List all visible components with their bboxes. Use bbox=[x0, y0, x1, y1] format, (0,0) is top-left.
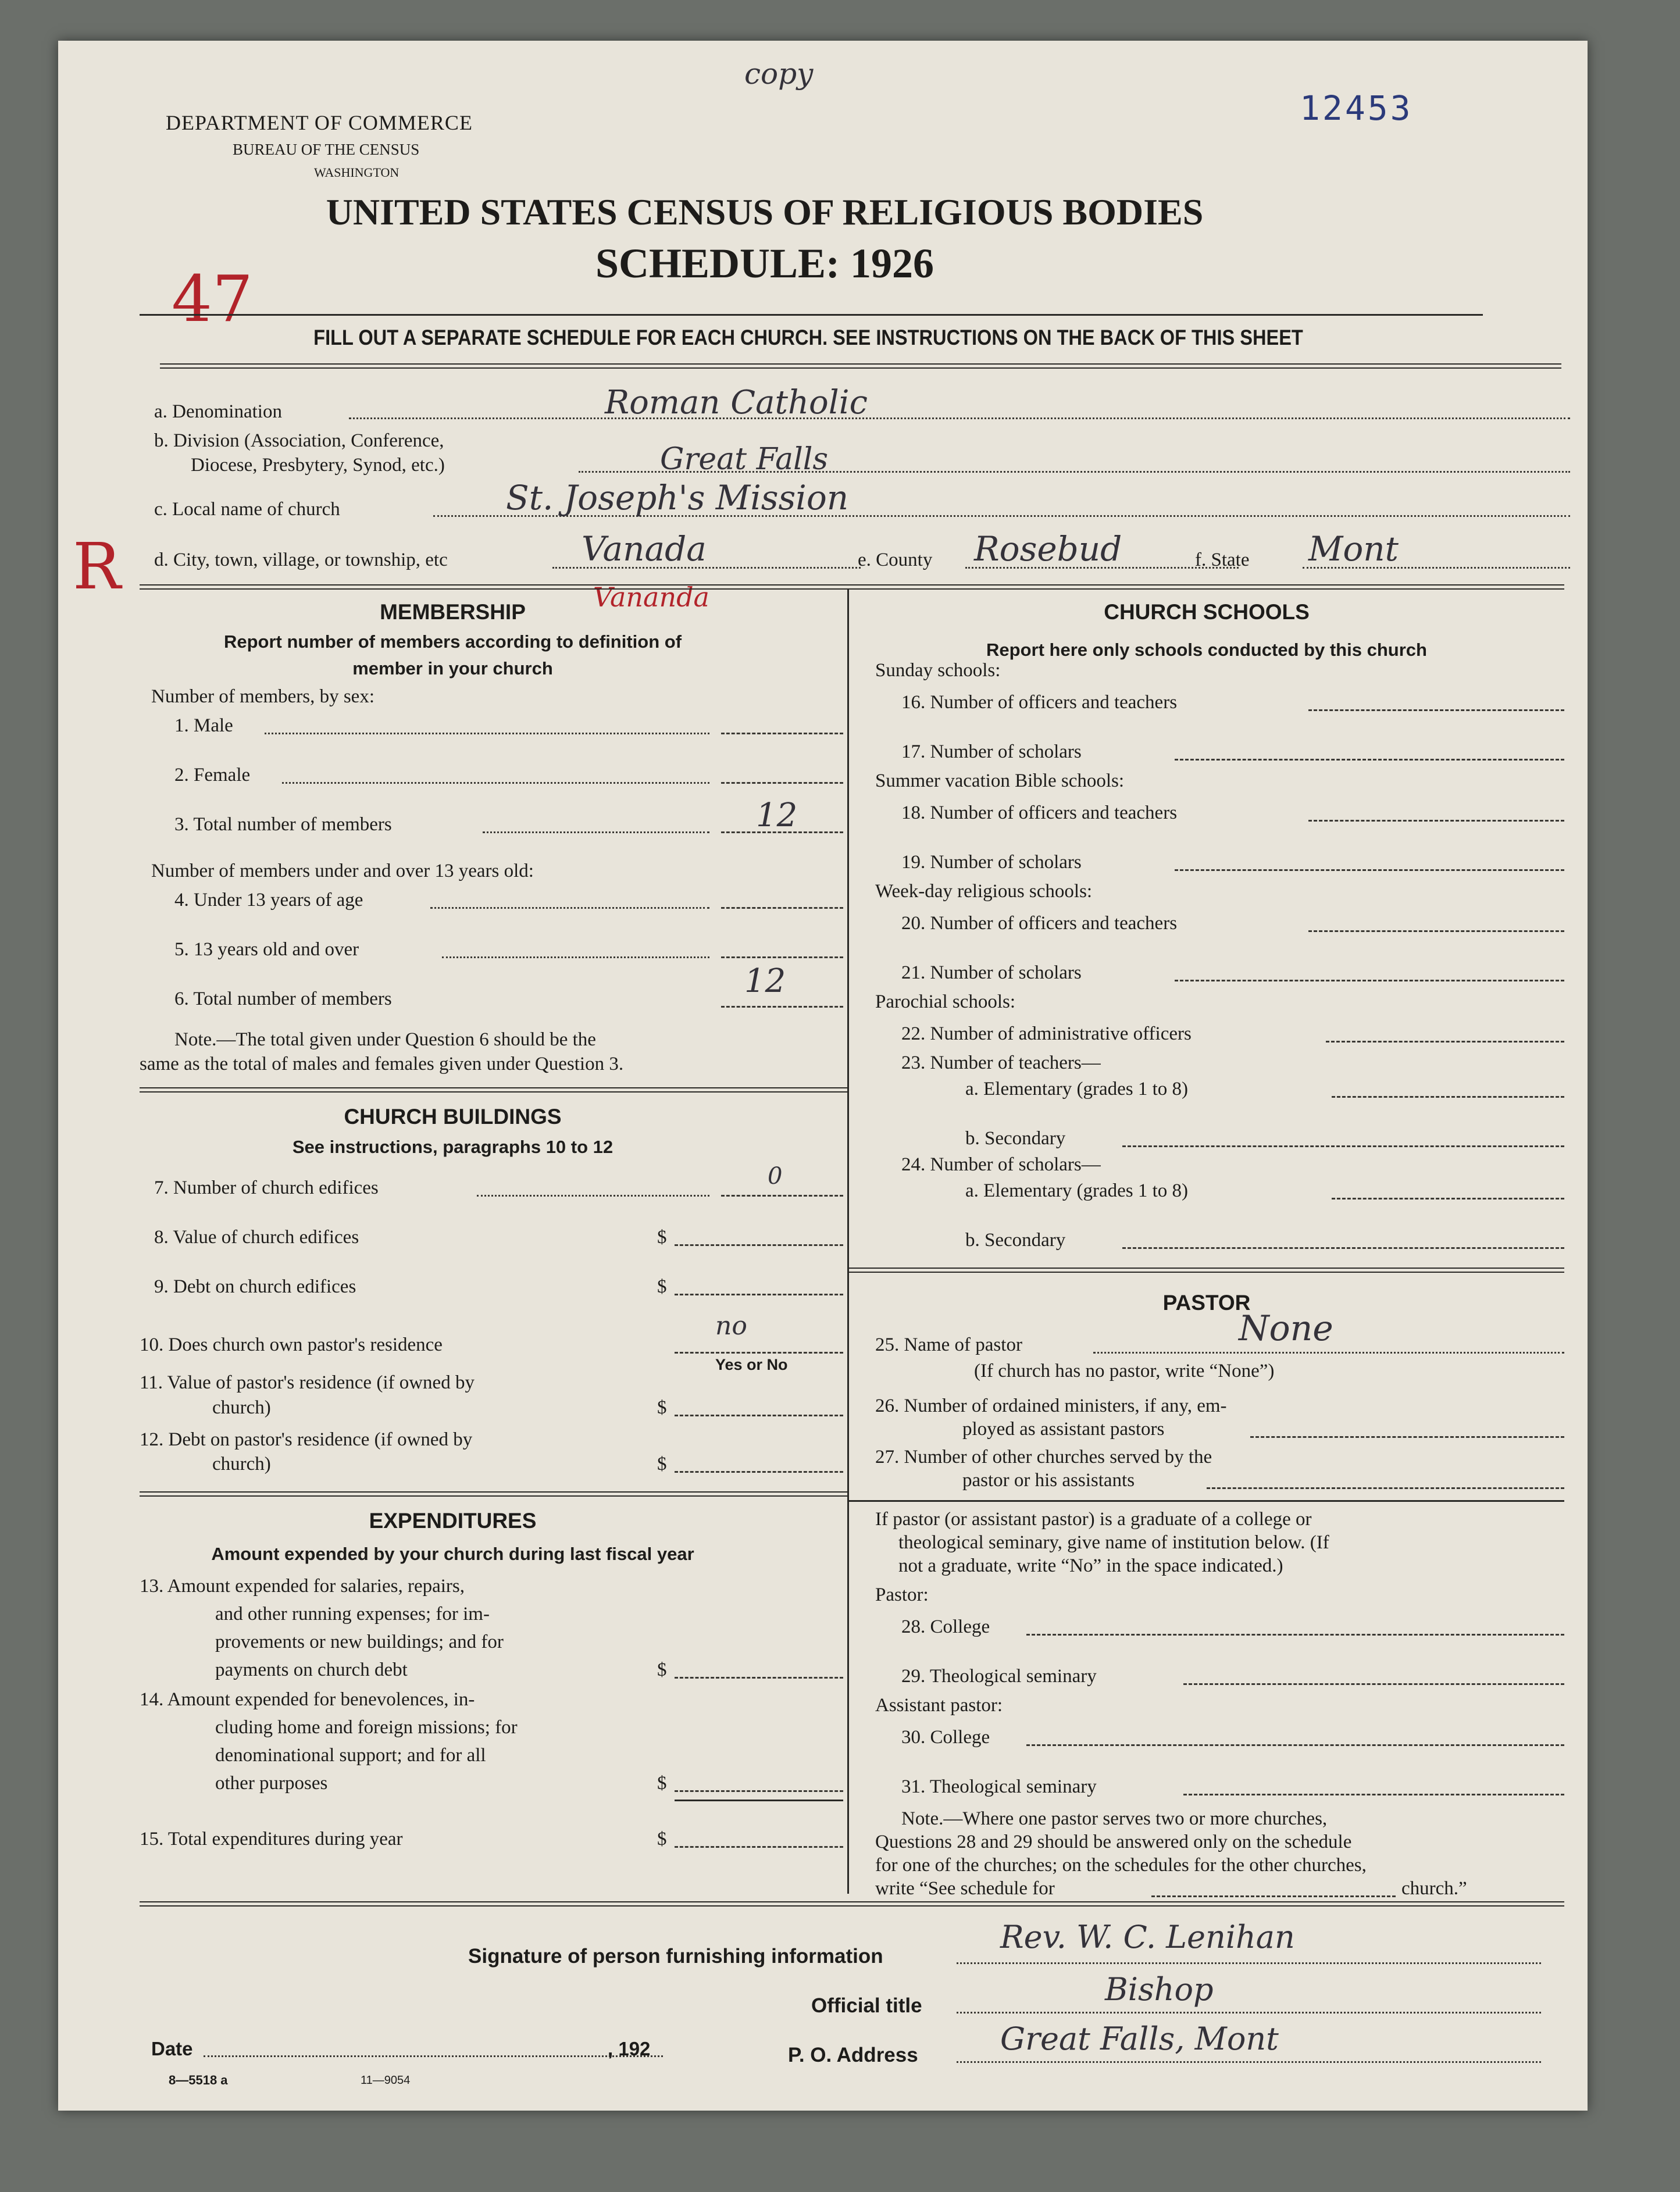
division-value: Great Falls bbox=[660, 442, 829, 477]
pastor-note-3: for one of the churches; on the schedules for the other churches, bbox=[875, 1855, 1367, 1876]
q23a-answer-line[interactable] bbox=[1332, 1096, 1564, 1098]
label-county: e. County bbox=[858, 549, 933, 570]
q31-answer-line[interactable] bbox=[1183, 1794, 1564, 1795]
q23-label: 23. Number of teachers— bbox=[901, 1052, 1101, 1073]
q14-label-4: other purposes bbox=[215, 1773, 328, 1794]
q22-answer-line[interactable] bbox=[1326, 1041, 1564, 1043]
pastor-subheader: Pastor: bbox=[875, 1584, 929, 1605]
q21-answer-line[interactable] bbox=[1175, 980, 1564, 981]
q17-label: 17. Number of scholars bbox=[901, 741, 1082, 762]
q7-answer-line[interactable] bbox=[721, 1195, 843, 1197]
state-value: Mont bbox=[1308, 529, 1399, 569]
q14-dollar: $ bbox=[657, 1773, 667, 1794]
q16-answer-line[interactable] bbox=[1308, 709, 1564, 711]
revision-mark: R bbox=[73, 529, 121, 604]
q8-dollar: $ bbox=[657, 1227, 667, 1248]
date-line[interactable] bbox=[204, 2055, 663, 2057]
membership-note-2: same as the total of males and females given under Question 3. bbox=[140, 1054, 624, 1074]
form-subtitle: SCHEDULE: 1926 bbox=[595, 240, 934, 287]
q17-answer-line[interactable] bbox=[1175, 759, 1564, 761]
q26-label-2: ployed as assistant pastors bbox=[962, 1419, 1165, 1440]
q13-label-2: and other running expenses; for im- bbox=[215, 1604, 490, 1625]
q25-label: 25. Name of pastor bbox=[875, 1334, 1022, 1355]
q26-label-1: 26. Number of ordained ministers, if any, em- bbox=[875, 1395, 1227, 1416]
copy-note: copy bbox=[744, 57, 814, 91]
q31-label: 31. Theological seminary bbox=[901, 1776, 1097, 1797]
q9-label: 9. Debt on church edifices bbox=[154, 1276, 356, 1297]
q7-leader bbox=[477, 1195, 709, 1197]
q10-label: 10. Does church own pastor's residence bbox=[140, 1334, 443, 1355]
q9-dollar: $ bbox=[657, 1276, 667, 1297]
q13-dollar: $ bbox=[657, 1659, 667, 1680]
signature-value: Rev. W. C. Lenihan bbox=[1000, 1919, 1295, 1955]
membership-sub-2: member in your church bbox=[352, 658, 553, 679]
pastor-note-4-end: church.” bbox=[1401, 1878, 1467, 1899]
q30-label: 30. College bbox=[901, 1727, 990, 1748]
po-address-value: Great Falls, Mont bbox=[1000, 2020, 1279, 2057]
q7-label: 7. Number of church edifices bbox=[154, 1177, 379, 1198]
label-division-2: Diocese, Presbytery, Synod, etc.) bbox=[191, 455, 445, 476]
q29-label: 29. Theological seminary bbox=[901, 1666, 1097, 1687]
official-title-value: Bishop bbox=[1105, 1971, 1214, 2008]
q27-label-2: pastor or his assistants bbox=[962, 1470, 1135, 1491]
q14-answer-line[interactable] bbox=[675, 1790, 843, 1792]
q3-leader bbox=[483, 831, 709, 833]
q13-label-3: provements or new buildings; and for bbox=[215, 1631, 504, 1652]
official-title-line[interactable] bbox=[957, 2012, 1541, 2014]
buildings-sub: See instructions, paragraphs 10 to 12 bbox=[292, 1137, 613, 1157]
q26-answer-line[interactable] bbox=[1250, 1436, 1564, 1438]
q15-answer-line[interactable] bbox=[675, 1846, 843, 1848]
q3-label: 3. Total number of members bbox=[174, 814, 392, 835]
local-name-value: St. Joseph's Mission bbox=[506, 478, 849, 517]
q15-label: 15. Total expenditures during year bbox=[140, 1829, 403, 1850]
q6-label: 6. Total number of members bbox=[174, 988, 392, 1009]
q25-note: (If church has no pastor, write “None”) bbox=[974, 1361, 1275, 1381]
q2-answer-line[interactable] bbox=[721, 782, 843, 784]
q24a-label: a. Elementary (grades 1 to 8) bbox=[965, 1180, 1189, 1201]
form-number: 8—5518 a bbox=[169, 2073, 228, 2087]
see-schedule-line[interactable] bbox=[1151, 1895, 1396, 1897]
po-address-label: P. O. Address bbox=[788, 2044, 918, 2066]
q11-label-2: church) bbox=[212, 1397, 271, 1418]
po-address-line[interactable] bbox=[957, 2061, 1541, 2063]
q20-label: 20. Number of officers and teachers bbox=[901, 913, 1178, 934]
q2-label: 2. Female bbox=[174, 765, 251, 786]
grad-instruction-1: If pastor (or assistant pastor) is a graduate of a college or bbox=[875, 1509, 1312, 1530]
pastor-rule bbox=[849, 1500, 1564, 1502]
q14-label-1: 14. Amount expended for benevolences, in- bbox=[140, 1689, 475, 1710]
q14-total-rule bbox=[675, 1800, 843, 1801]
q27-answer-line[interactable] bbox=[1207, 1487, 1564, 1489]
form-title: UNITED STATES CENSUS OF RELIGIOUS BODIES bbox=[326, 191, 1204, 233]
label-state: f. State bbox=[1195, 549, 1250, 570]
q28-label: 28. College bbox=[901, 1616, 990, 1637]
q10-answer-line[interactable] bbox=[675, 1352, 843, 1354]
q18-answer-line[interactable] bbox=[1308, 820, 1564, 822]
membership-title: MEMBERSHIP bbox=[380, 600, 526, 624]
yes-or-no-caption: Yes or No bbox=[715, 1356, 788, 1373]
denomination-line[interactable] bbox=[349, 417, 1570, 419]
parochial-schools-label: Parochial schools: bbox=[875, 991, 1016, 1012]
q21-label: 21. Number of scholars bbox=[901, 962, 1082, 983]
signature-line[interactable] bbox=[957, 1962, 1541, 1964]
q19-label: 19. Number of scholars bbox=[901, 852, 1082, 873]
header-rule-bottom bbox=[160, 363, 1561, 369]
q15-dollar: $ bbox=[657, 1829, 667, 1850]
q5-answer-line[interactable] bbox=[721, 956, 843, 958]
q12-dollar: $ bbox=[657, 1454, 667, 1475]
expenditures-title: EXPENDITURES bbox=[369, 1509, 537, 1533]
q24b-label: b. Secondary bbox=[965, 1230, 1066, 1251]
q24b-answer-line[interactable] bbox=[1122, 1247, 1564, 1249]
city-value: Vanada bbox=[582, 529, 707, 569]
schools-sub: Report here only schools conducted by this church bbox=[986, 640, 1427, 660]
q19-answer-line[interactable] bbox=[1175, 869, 1564, 871]
q1-answer-line[interactable] bbox=[721, 733, 843, 734]
q4-label: 4. Under 13 years of age bbox=[174, 890, 363, 911]
print-number: 11—9054 bbox=[361, 2074, 411, 2087]
q8-answer-line[interactable] bbox=[675, 1244, 843, 1246]
q20-answer-line[interactable] bbox=[1308, 930, 1564, 932]
q13-label-4: payments on church debt bbox=[215, 1659, 408, 1680]
column-divider bbox=[847, 588, 849, 1894]
city-name: WASHINGTON bbox=[314, 165, 400, 180]
pastor-note-4: write “See schedule for bbox=[875, 1878, 1055, 1899]
q27-label-1: 27. Number of other churches served by the bbox=[875, 1447, 1212, 1468]
q12-label-2: church) bbox=[212, 1454, 271, 1475]
weekday-schools-label: Week-day religious schools: bbox=[875, 881, 1093, 902]
q24-label: 24. Number of scholars— bbox=[901, 1154, 1101, 1175]
q5-leader bbox=[442, 956, 709, 958]
q18-label: 18. Number of officers and teachers bbox=[901, 802, 1178, 823]
q29-answer-line[interactable] bbox=[1183, 1683, 1564, 1685]
summer-schools-label: Summer vacation Bible schools: bbox=[875, 770, 1125, 791]
buildings-title: CHURCH BUILDINGS bbox=[344, 1105, 562, 1129]
q23b-answer-line[interactable] bbox=[1122, 1145, 1564, 1147]
q30-answer-line[interactable] bbox=[1026, 1744, 1564, 1746]
pastor-note-2: Questions 28 and 29 should be answered only on the schedule bbox=[875, 1832, 1352, 1852]
members-by-sex-label: Number of members, by sex: bbox=[151, 686, 374, 707]
q9-answer-line[interactable] bbox=[675, 1294, 843, 1295]
q4-answer-line[interactable] bbox=[721, 907, 843, 909]
q28-answer-line[interactable] bbox=[1026, 1634, 1564, 1636]
department-name: DEPARTMENT OF COMMERCE bbox=[166, 111, 473, 134]
schools-title: CHURCH SCHOOLS bbox=[1104, 600, 1310, 624]
label-denomination: a. Denomination bbox=[154, 401, 282, 422]
footer-rule bbox=[140, 1901, 1564, 1907]
label-local-name: c. Local name of church bbox=[154, 499, 340, 520]
pastor-title: PASTOR bbox=[1162, 1291, 1251, 1315]
schools-rule bbox=[849, 1268, 1564, 1273]
q1-label: 1. Male bbox=[174, 715, 233, 736]
serial-number: 12453 bbox=[1300, 88, 1413, 128]
q12-answer-line[interactable] bbox=[675, 1471, 843, 1473]
membership-rule bbox=[140, 1087, 847, 1093]
q6-answer-line[interactable] bbox=[721, 1006, 843, 1008]
bureau-name: BUREAU OF THE CENSUS bbox=[233, 141, 420, 158]
q6-value: 12 bbox=[744, 962, 786, 1000]
q23a-label: a. Elementary (grades 1 to 8) bbox=[965, 1079, 1189, 1099]
q16-label: 16. Number of officers and teachers bbox=[901, 692, 1178, 713]
age-header-label: Number of members under and over 13 years old: bbox=[151, 861, 534, 881]
q22-label: 22. Number of administrative officers bbox=[901, 1023, 1192, 1044]
grad-instruction-2: theological seminary, give name of institution below. (If bbox=[898, 1532, 1329, 1553]
census-form-sheet bbox=[58, 41, 1588, 2111]
header-rule-top bbox=[140, 314, 1483, 316]
county-value: Rosebud bbox=[974, 529, 1122, 569]
q23b-label: b. Secondary bbox=[965, 1128, 1066, 1149]
membership-note-1: Note.—The total given under Question 6 should be the bbox=[174, 1029, 596, 1050]
q8-label: 8. Value of church edifices bbox=[154, 1227, 359, 1248]
denomination-value: Roman Catholic bbox=[605, 384, 868, 422]
q11-answer-line[interactable] bbox=[675, 1415, 843, 1416]
membership-sub-1: Report number of members according to definition of bbox=[223, 631, 682, 652]
q3-value: 12 bbox=[756, 797, 798, 834]
official-title-label: Official title bbox=[811, 1994, 922, 2017]
q2-leader bbox=[282, 782, 709, 784]
q24a-answer-line[interactable] bbox=[1332, 1198, 1564, 1199]
q7-value: 0 bbox=[768, 1163, 783, 1190]
q13-answer-line[interactable] bbox=[675, 1677, 843, 1679]
q14-label-2: cluding home and foreign missions; for bbox=[215, 1717, 518, 1738]
expenditures-sub: Amount expended by your church during last fiscal year bbox=[211, 1544, 694, 1564]
date-year-prefix: , 192 bbox=[608, 2038, 651, 2059]
signature-label: Signature of person furnishing information bbox=[468, 1945, 883, 1968]
label-city: d. City, town, village, or township, etc bbox=[154, 549, 448, 570]
q11-label-1: 11. Value of pastor's residence (if owned by bbox=[140, 1372, 475, 1393]
pastor-note-1: Note.—Where one pastor serves two or more churches, bbox=[901, 1808, 1328, 1829]
label-division-1: b. Division (Association, Conference, bbox=[154, 430, 444, 451]
q14-label-3: denominational support; and for all bbox=[215, 1745, 486, 1766]
buildings-rule bbox=[140, 1491, 847, 1497]
date-label: Date bbox=[151, 2038, 193, 2059]
q11-dollar: $ bbox=[657, 1397, 667, 1418]
q4-leader bbox=[430, 907, 709, 909]
grad-instruction-3: not a graduate, write “No” in the space indicated.) bbox=[898, 1555, 1283, 1576]
margin-number: 47 bbox=[172, 262, 253, 336]
q12-label-1: 12. Debt on pastor's residence (if owned by bbox=[140, 1429, 473, 1450]
q5-label: 5. 13 years old and over bbox=[174, 939, 359, 960]
q25-value: None bbox=[1239, 1308, 1333, 1349]
q10-value: no bbox=[715, 1311, 747, 1341]
sunday-schools-label: Sunday schools: bbox=[875, 660, 1001, 681]
section-rule bbox=[140, 584, 1564, 590]
instruction-banner: FILL OUT A SEPARATE SCHEDULE FOR EACH CHURCH. SEE INSTRUCTIONS ON THE BACK OF THIS SHEET bbox=[313, 326, 1303, 349]
q13-label-1: 13. Amount expended for salaries, repairs, bbox=[140, 1576, 465, 1597]
q25-answer-line[interactable] bbox=[1093, 1352, 1564, 1354]
assistant-subheader: Assistant pastor: bbox=[875, 1695, 1003, 1716]
q1-leader bbox=[265, 733, 709, 734]
city-correction: Vananda bbox=[593, 581, 709, 613]
